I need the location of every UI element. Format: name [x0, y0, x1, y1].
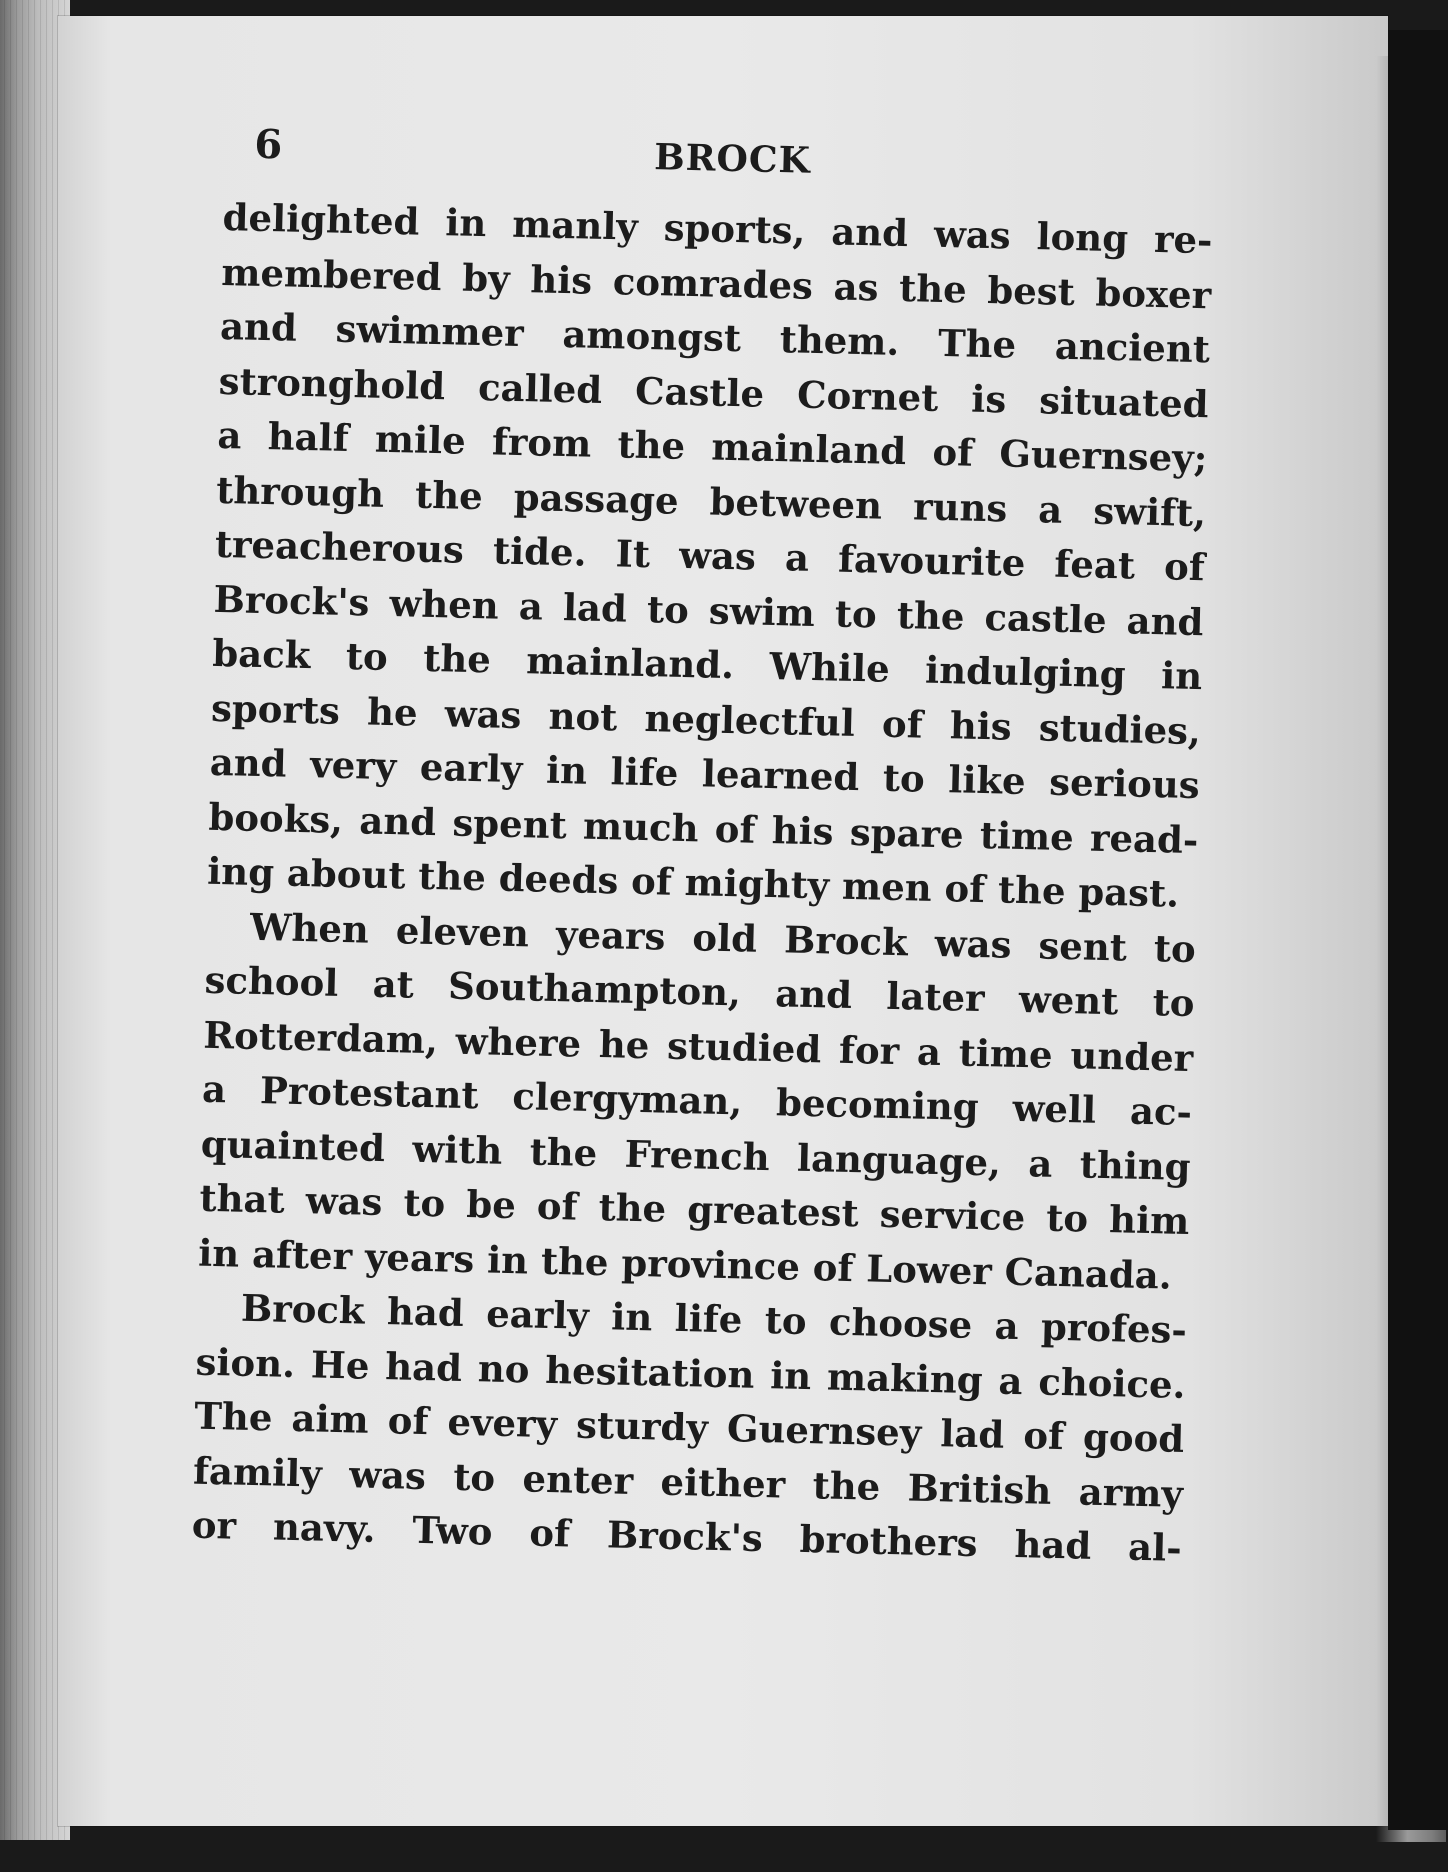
text-line: stronghold called Castle Cornet is situated	[218, 358, 1210, 426]
running-title: BROCK	[653, 136, 812, 182]
text-line: family was to enter either the British army	[192, 1448, 1184, 1516]
text-line: in after years in the province of Lower Canada.	[197, 1230, 1173, 1298]
page-edge-lines	[4, 0, 66, 1840]
text-line: sion. He had no hesitation in making a choice.	[195, 1339, 1186, 1407]
text-line: and very early in life learned to like serious	[209, 739, 1201, 808]
body-text	[191, 190, 1213, 1575]
text-line: books, and spent much of his spare time read-	[208, 794, 1199, 862]
text-line: membered by his comrades as the best boxer	[220, 249, 1212, 317]
right-scan-edge	[1388, 30, 1448, 1830]
text-line: quainted with the French language, a thing	[200, 1121, 1192, 1189]
text-line-paragraph-start: Brock had early in life to choose a profes-	[240, 1285, 1188, 1352]
page-number: 6	[253, 120, 283, 169]
text-line: a half mile from the mainland of Guernsey;	[217, 412, 1208, 481]
text-line-paragraph-start: When eleven years old Brock was sent to	[249, 904, 1197, 971]
text-line: Brock's when a lad to swim to the castle and	[213, 576, 1204, 644]
text-line: through the passage between runs a swift,	[215, 467, 1207, 535]
text-line: and swimmer amongst them. The ancient	[219, 303, 1211, 372]
text-line: delighted in manly sports, and was long re-	[222, 194, 1213, 263]
text-line: The aim of every sturdy Guernsey lad of good	[193, 1393, 1185, 1461]
text-line: or navy. Two of Brock's brothers had al-	[191, 1502, 1183, 1570]
text-line: school at Southampton, and later went to	[204, 957, 1195, 1026]
text-line: treacherous tide. It was a favourite feat of	[214, 521, 1206, 590]
text-line: a Protestant clergyman, becoming well ac-	[201, 1066, 1193, 1135]
text-line: Rotterdam, where he studied for a time under	[202, 1012, 1194, 1080]
text-line: sports he was not neglectful of his studies,	[210, 685, 1202, 753]
text-line: back to the mainland. While indulging in	[211, 630, 1203, 699]
text-line: that was to be of the greatest service to him	[199, 1175, 1190, 1244]
text-line: ing about the deeds of mighty men of the past.	[206, 848, 1180, 916]
page-text-block	[191, 120, 1214, 1575]
